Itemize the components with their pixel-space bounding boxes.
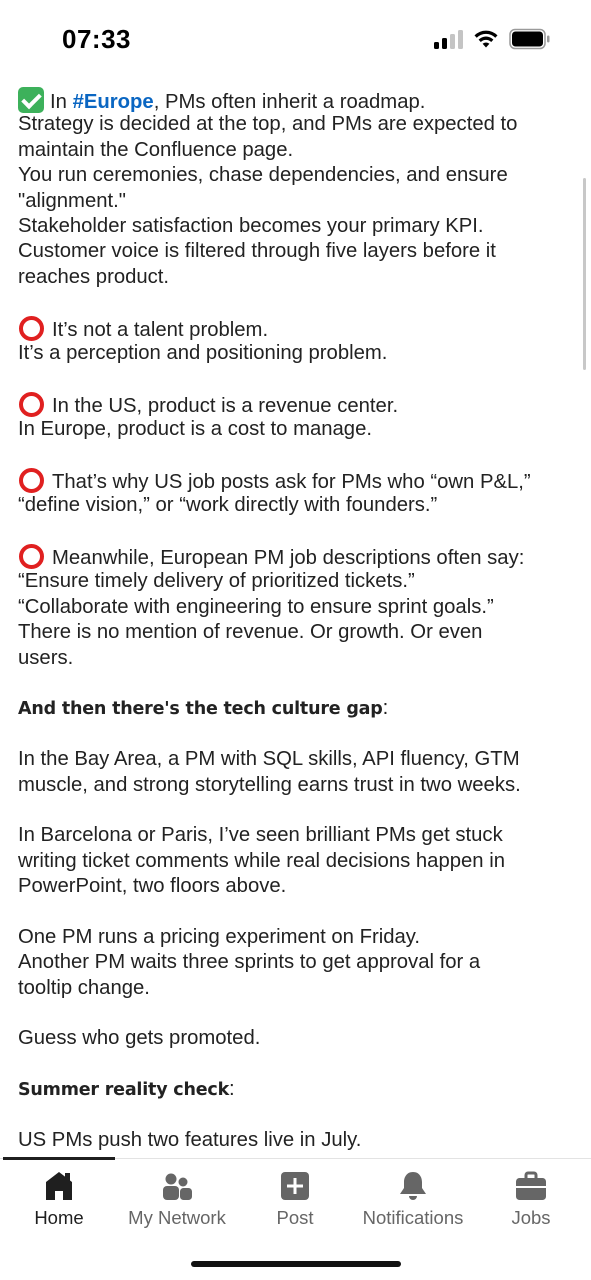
post-text: users. bbox=[18, 646, 74, 669]
post-text: In the Bay Area, a PM with SQL skills, API fluency, GTM bbox=[18, 748, 520, 771]
nav-jobs[interactable] bbox=[472, 1159, 590, 1239]
post-text-line bbox=[18, 1026, 578, 1051]
post-text-line bbox=[18, 950, 578, 975]
paragraph-gap bbox=[18, 366, 578, 391]
bell-icon bbox=[396, 1169, 430, 1203]
nav-notifications-label: Notifications bbox=[362, 1207, 464, 1228]
post-text-line bbox=[18, 646, 578, 671]
home-icon bbox=[42, 1169, 76, 1203]
post-text-line bbox=[18, 87, 578, 112]
nav-jobs-label: Jobs bbox=[511, 1207, 551, 1228]
post-text: Another PM waits three sprints to get approval for a bbox=[18, 951, 481, 974]
post-text-line bbox=[18, 544, 578, 569]
red-circle-emoji-icon bbox=[19, 544, 44, 569]
post-text: "alignment." bbox=[18, 189, 126, 212]
wifi-icon bbox=[473, 29, 499, 49]
post-text: , PMs often inherit a roadmap. bbox=[153, 91, 426, 113]
nav-notifications[interactable] bbox=[354, 1159, 472, 1239]
nav-my-network[interactable] bbox=[118, 1159, 236, 1239]
check-emoji-icon bbox=[18, 87, 44, 113]
post-text-line bbox=[18, 468, 578, 493]
nav-home-label: Home bbox=[34, 1207, 84, 1228]
post-text: muscle, and strong storytelling earns trust in two weeks. bbox=[18, 773, 521, 796]
hashtag-link[interactable]: #Europe bbox=[72, 91, 154, 113]
post-text: You run ceremonies, chase dependencies, and ensure bbox=[18, 164, 508, 187]
post-text-line bbox=[18, 341, 578, 366]
post-text: Strategy is decided at the top, and PMs are expected to bbox=[18, 113, 518, 136]
red-circle-emoji-icon bbox=[19, 316, 44, 341]
post-text: In Barcelona or Paris, I’ve seen brilliant PMs get stuck bbox=[18, 824, 503, 847]
nav-my-network-label: My Network bbox=[128, 1207, 226, 1228]
post-text-line bbox=[18, 1128, 578, 1153]
post-text: Customer voice is filtered through five layers before it bbox=[18, 240, 496, 263]
post-body bbox=[18, 87, 578, 1153]
cellular-signal-icon bbox=[434, 29, 463, 49]
paragraph-gap bbox=[18, 722, 578, 747]
post-text: In the US, product is a revenue center. bbox=[52, 394, 399, 417]
post-text: In Europe, product is a cost to manage. bbox=[18, 418, 373, 441]
post-text: : bbox=[229, 1078, 235, 1101]
post-text: maintain the Confluence page. bbox=[18, 138, 294, 161]
paragraph-gap bbox=[18, 798, 578, 823]
post-text: In bbox=[50, 91, 73, 113]
post-text-line bbox=[18, 569, 578, 594]
post-text: “Ensure timely delivery of prioritized tickets.” bbox=[18, 570, 415, 593]
post-text-line bbox=[18, 265, 578, 290]
post-text-line bbox=[18, 493, 578, 518]
section-heading bbox=[18, 1077, 578, 1102]
post-text: It’s a perception and positioning problem. bbox=[18, 341, 388, 364]
paragraph-gap bbox=[18, 290, 578, 315]
post-text-line bbox=[18, 620, 578, 645]
paragraph-gap bbox=[18, 519, 578, 544]
post-text-line bbox=[18, 823, 578, 848]
post-text-line bbox=[18, 239, 578, 264]
paragraph-gap bbox=[18, 1052, 578, 1077]
post-text-line bbox=[18, 417, 578, 442]
section-heading bbox=[18, 696, 578, 721]
bold-text: And then there's the tech culture gap bbox=[18, 699, 383, 720]
status-time: 07:33 bbox=[62, 24, 131, 54]
briefcase-icon bbox=[514, 1169, 548, 1203]
post-text: One PM runs a pricing experiment on Friday. bbox=[18, 925, 421, 948]
status-icons bbox=[434, 28, 551, 50]
post-text: : bbox=[382, 697, 389, 720]
post-text-line bbox=[18, 595, 578, 620]
home-indicator[interactable] bbox=[191, 1261, 401, 1267]
post-text: writing ticket comments while real decisions happen in bbox=[18, 849, 505, 872]
post-text-line bbox=[18, 138, 578, 163]
post-text: “define vision,” or “work directly with founders.” bbox=[18, 494, 438, 517]
post-text-line bbox=[18, 773, 578, 798]
post-text: US PMs push two features live in July. bbox=[18, 1129, 362, 1152]
bold-text: Summer reality check bbox=[18, 1080, 230, 1101]
status-bar bbox=[0, 0, 591, 80]
post-text-line bbox=[18, 925, 578, 950]
paragraph-gap bbox=[18, 671, 578, 696]
paragraph-gap bbox=[18, 1103, 578, 1128]
post-text-line bbox=[18, 163, 578, 188]
nav-post-label: Post bbox=[276, 1207, 314, 1228]
post-text-line bbox=[18, 976, 578, 1001]
post-text-line bbox=[18, 392, 578, 417]
post-text-line bbox=[18, 112, 578, 137]
post-text: It’s not a talent problem. bbox=[52, 318, 269, 341]
post-text-line bbox=[18, 874, 578, 899]
paragraph-gap bbox=[18, 442, 578, 467]
post-text-line bbox=[18, 316, 578, 341]
nav-home[interactable] bbox=[0, 1159, 118, 1239]
red-circle-emoji-icon bbox=[19, 392, 44, 417]
post-text: Guess who gets promoted. bbox=[18, 1027, 261, 1050]
post-text-line bbox=[18, 747, 578, 772]
post-text: “Collaborate with engineering to ensure sprint goals.” bbox=[18, 595, 494, 618]
battery-icon bbox=[509, 28, 551, 50]
scrollbar-thumb[interactable] bbox=[583, 178, 586, 370]
post-text: There is no mention of revenue. Or growth. Or even bbox=[18, 621, 483, 644]
plus-square-icon bbox=[278, 1169, 312, 1203]
red-circle-emoji-icon bbox=[19, 468, 44, 493]
post-text-line bbox=[18, 189, 578, 214]
post-text: reaches product. bbox=[18, 265, 170, 288]
people-icon bbox=[160, 1169, 194, 1203]
post-text-line bbox=[18, 849, 578, 874]
post-text: That’s why US job posts ask for PMs who “own P&L,” bbox=[52, 470, 531, 493]
post-text-line bbox=[18, 214, 578, 239]
post-text: PowerPoint, two floors above. bbox=[18, 875, 287, 898]
nav-post[interactable] bbox=[236, 1159, 354, 1239]
paragraph-gap bbox=[18, 900, 578, 925]
paragraph-gap bbox=[18, 1001, 578, 1026]
post-text: Stakeholder satisfaction becomes your primary KPI. bbox=[18, 214, 484, 237]
post-text: Meanwhile, European PM job descriptions often say: bbox=[52, 547, 525, 570]
post-text: tooltip change. bbox=[18, 976, 150, 999]
